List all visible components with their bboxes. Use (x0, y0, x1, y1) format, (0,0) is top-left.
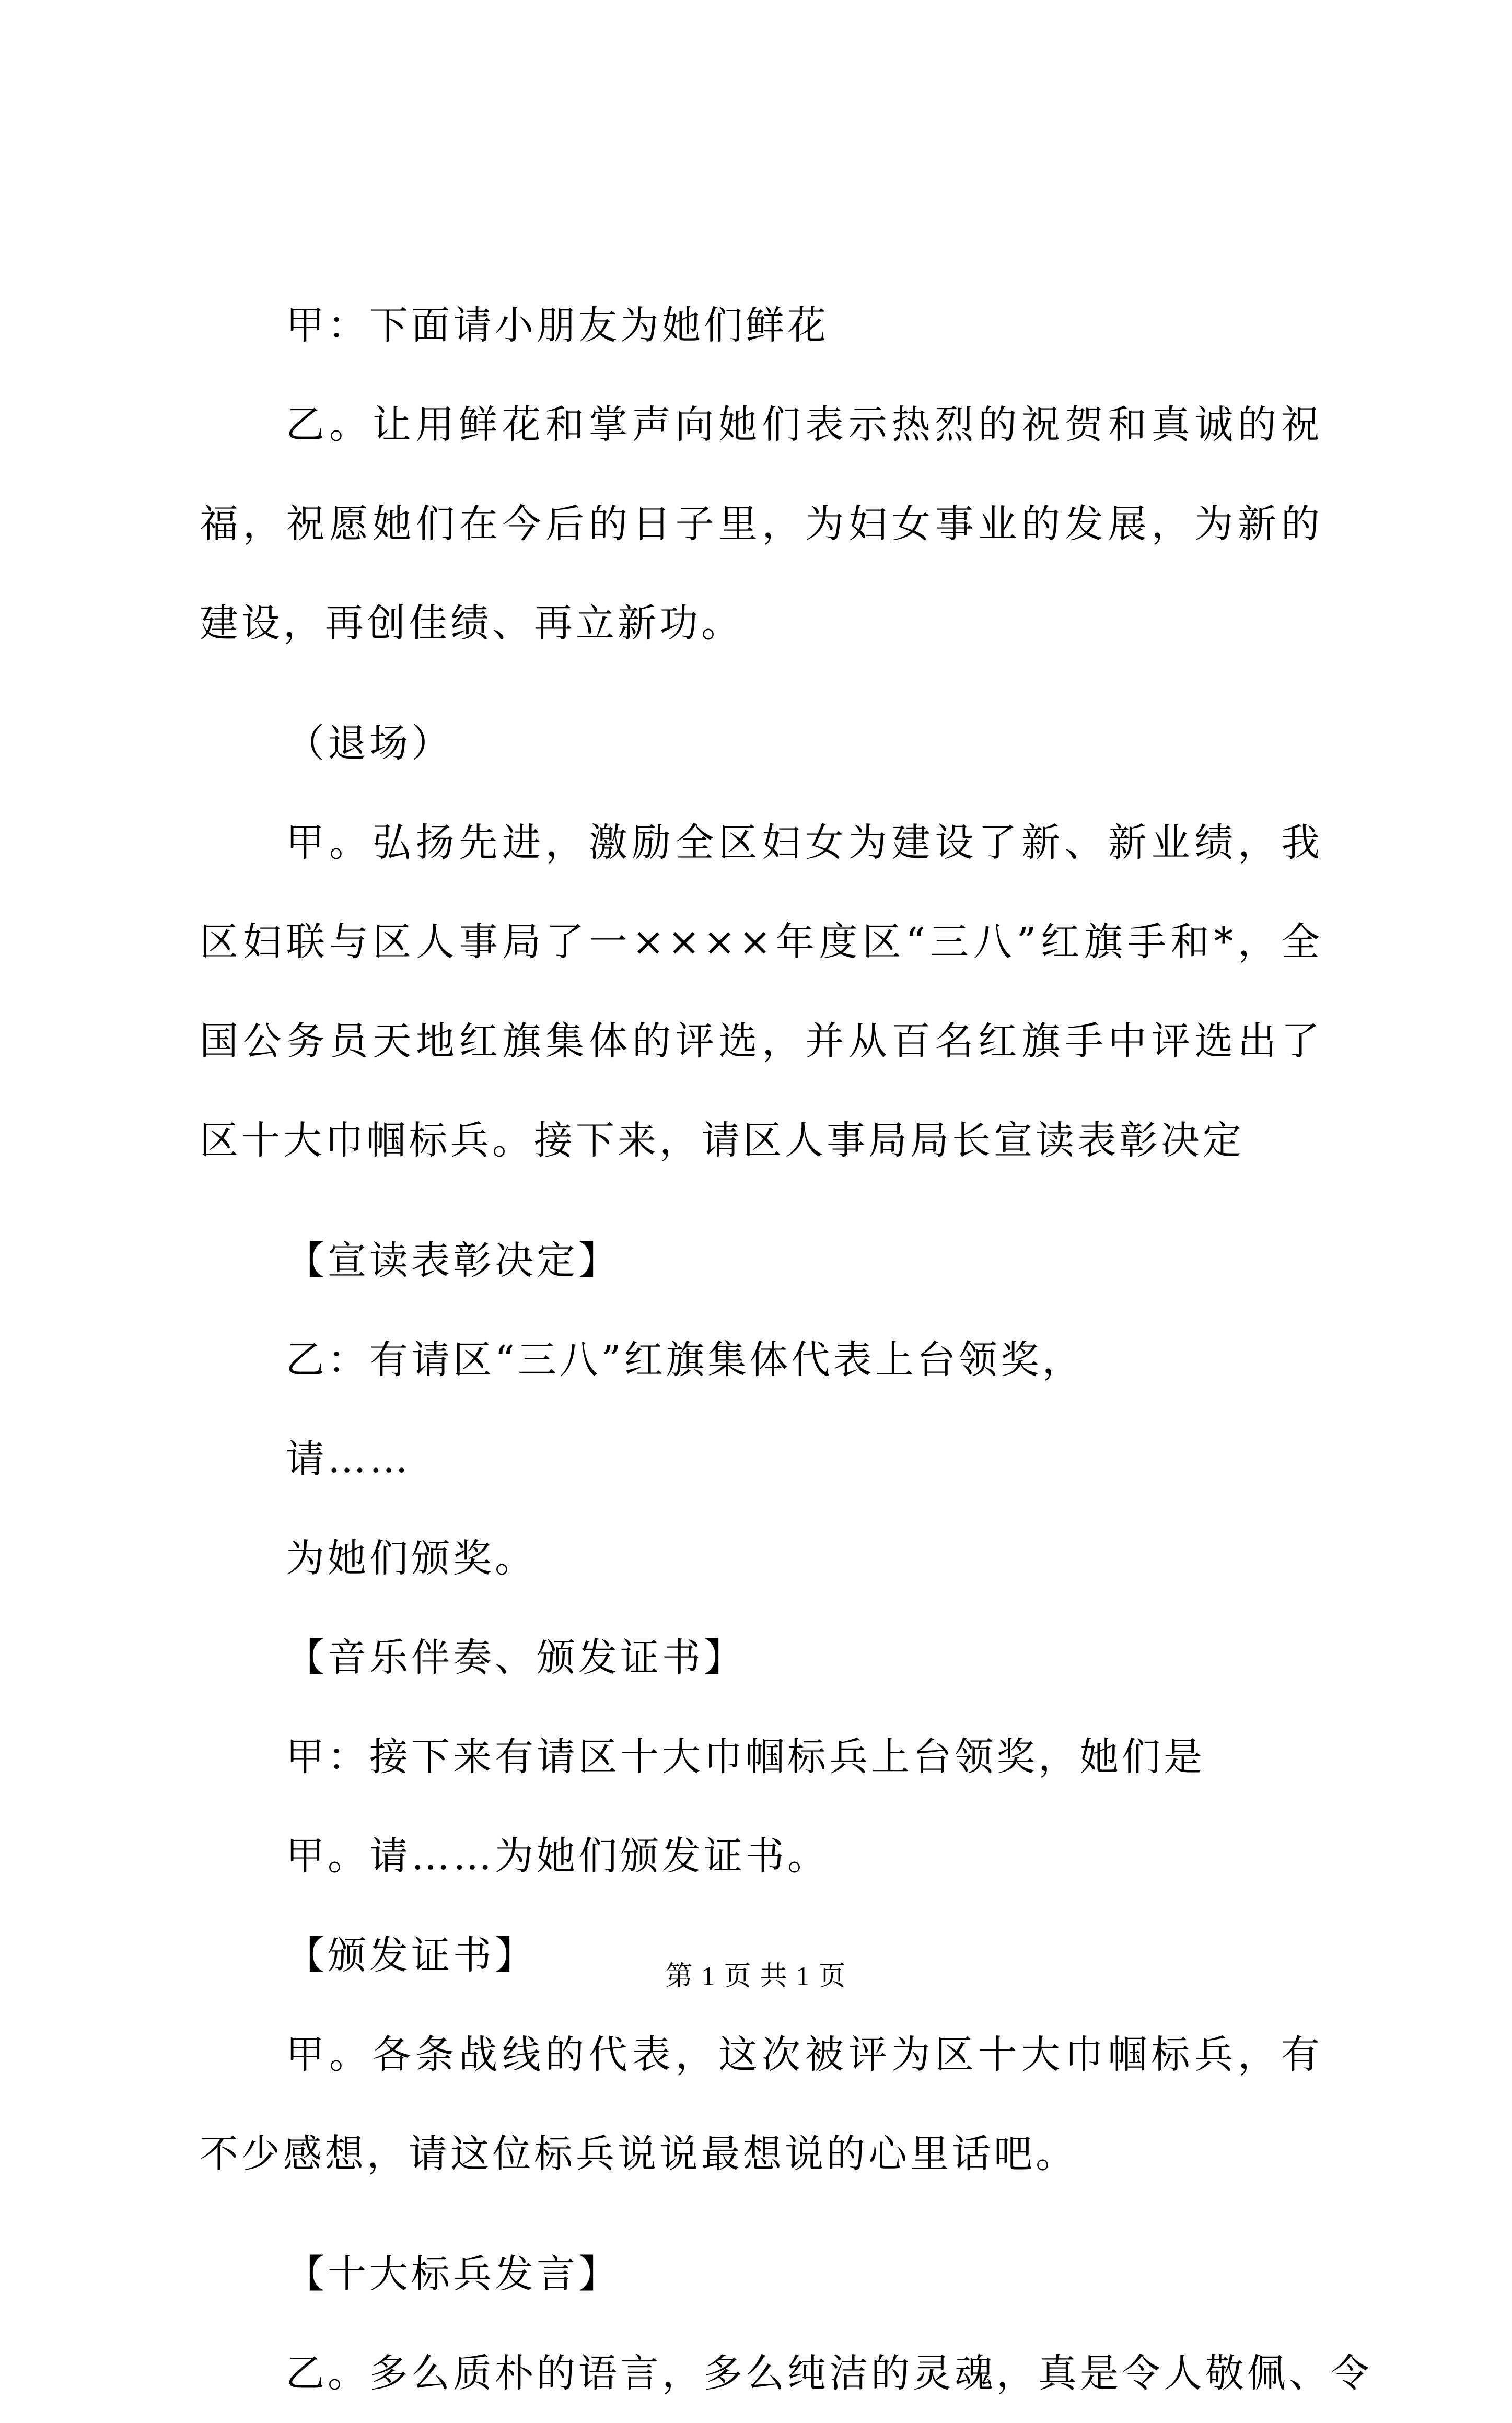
paragraph: （退场） (286, 721, 453, 766)
paragraph: 甲。各条战线的代表，这次被评为区十大巾帼标兵，有不少感想，请这位标兵说说最想说的心里话吧。 (200, 2032, 1323, 2176)
paragraph: 请…… (286, 1437, 411, 1482)
paragraph: 为她们颁奖。 (286, 1536, 537, 1581)
paragraph: 甲。弘扬先进，激励全区妇女为建设了新、新业绩，我区妇联与区人事局了一××××年度区“三八”红旗手和*，全国公务员天地红旗集体的评选，并从百名红旗手中评选出了区十大巾帼标兵。接下来，请区人事局局长宣读表彰决定 (200, 820, 1323, 1163)
paragraph: 乙。让用鲜花和掌声向她们表示热烈的祝贺和真诚的祝福，祝愿她们在今后的日子里，为妇女事业的发展，为新的建设，再创佳绩、再立新功。 (200, 402, 1323, 646)
paragraph: 【颁发证书】 (286, 1933, 537, 1978)
paragraph: 【音乐伴奏、颁发证书】 (286, 1635, 746, 1680)
paragraph: 甲：接下来有请区十大巾帼标兵上台领奖，她们是 (286, 1734, 1205, 1779)
paragraph: 乙。多么质朴的语言，多么纯洁的灵魂，真是令人敬佩、令 (286, 2351, 1373, 2396)
document-body (200, 276, 1373, 2423)
paragraph: 【十大标兵发言】 (286, 2252, 620, 2297)
paragraph: 【宣读表彰决定】 (286, 1238, 620, 1283)
paragraph: 甲。请……为她们颁发证书。 (286, 1834, 829, 1879)
paragraph: 乙：有请区“三八”红旗集体代表上台领奖， (286, 1337, 1084, 1382)
paragraph: 甲：下面请小朋友为她们鲜花 (286, 303, 829, 348)
page-footer: 第 1 页 共 1 页 (665, 1962, 847, 1991)
